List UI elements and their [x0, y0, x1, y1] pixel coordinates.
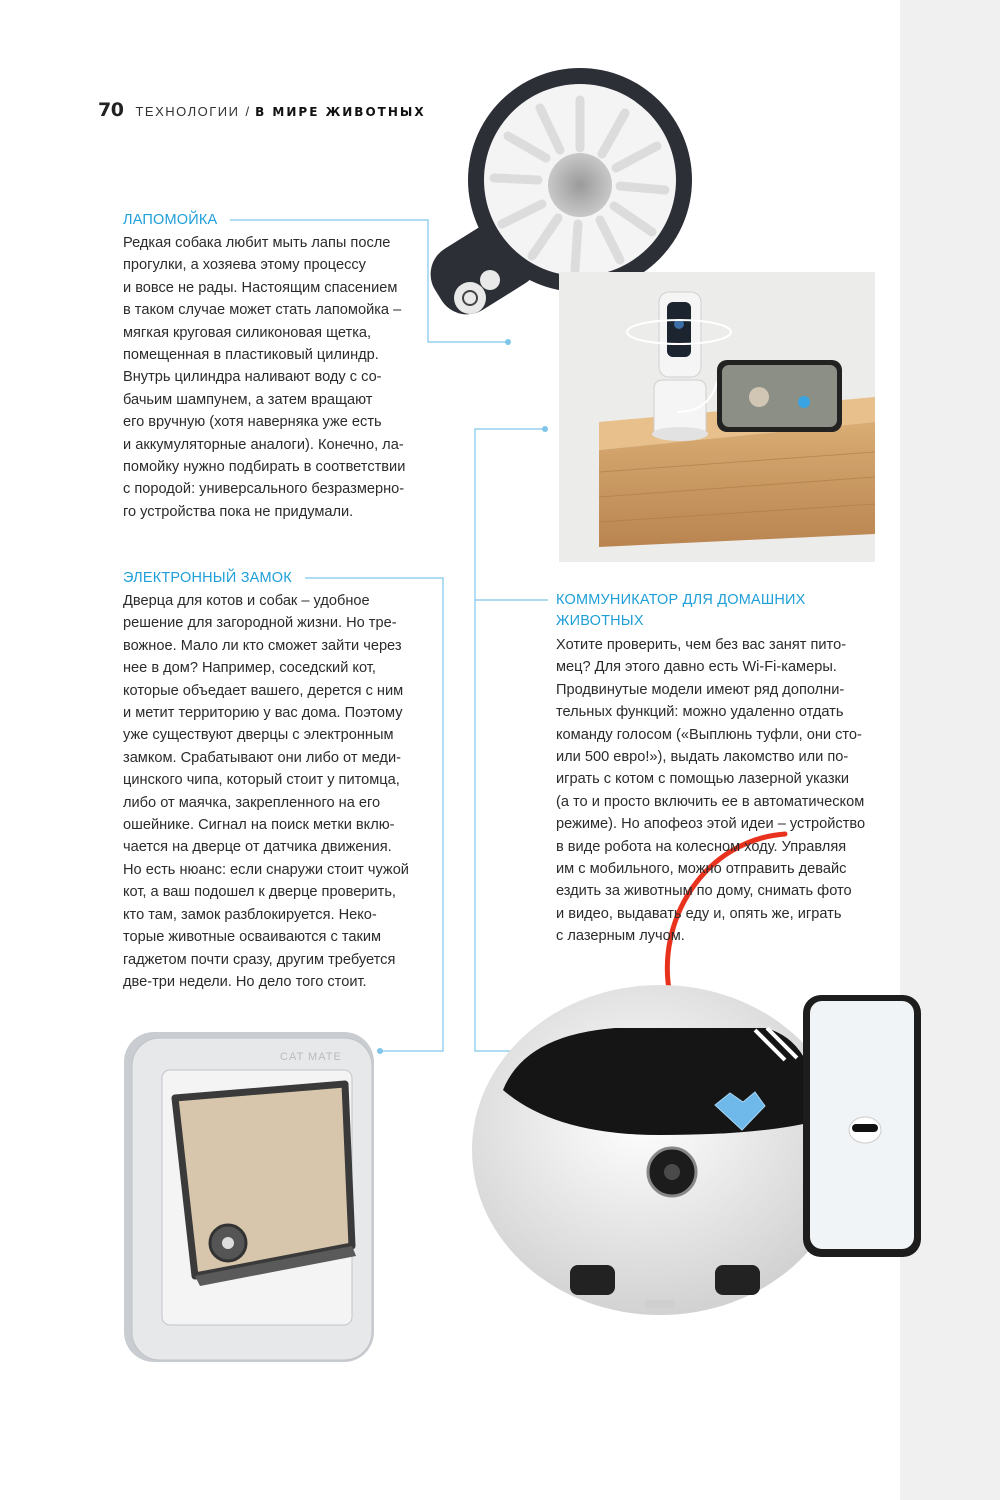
- electronic-lock-heading: ЭЛЕКТРОННЫЙ ЗАМОК: [123, 570, 292, 586]
- text-line: решение для загородной жизни. Но тре-: [123, 615, 397, 632]
- text-line: го устройства пока не придумали.: [123, 503, 354, 520]
- text-line: его вручную (хотя наверняка уже есть: [123, 414, 382, 431]
- text-line: (а то и просто включить ее в автоматическом: [556, 793, 865, 810]
- paw-washer-text: [123, 232, 405, 523]
- text-line: вожное. Мало ли кто сможет зайти через: [123, 637, 402, 654]
- text-line: две-три недели. Но дело того стоит.: [123, 973, 367, 990]
- text-line: в таком случае может стать лапомойка –: [123, 302, 402, 319]
- text-line: в виде робота на колесном ходу. Управляя: [556, 838, 847, 855]
- text-line: бачьим шампунем, а затем вращают: [123, 391, 373, 408]
- text-line: с породой: универсального безразмерно-: [123, 481, 405, 498]
- text-line: цинского чипа, который стоит у питомца,: [123, 772, 400, 789]
- text-line: и метит территорию у вас дома. Поэтому: [123, 705, 403, 722]
- text-line: ошейнике. Сигнал на поиск метки вклю-: [123, 817, 395, 834]
- communicator-text: [556, 634, 865, 948]
- text-line: им с мобильного, можно отправить девайс: [556, 861, 847, 878]
- text-line: кот, а ваш подошел к дверце проверить,: [123, 884, 396, 901]
- text-line: торые животные осваиваются с таким: [123, 929, 382, 946]
- text-line: либо от маячка, закрепленного на его: [123, 794, 381, 811]
- pet-camera-image: [559, 272, 875, 562]
- text-line: замком. Срабатывают они либо от меди-: [123, 749, 401, 766]
- text-line: Редкая собака любит мыть лапы после: [123, 235, 391, 251]
- text-line: играть с котом с помощью лазерной указки: [556, 771, 850, 788]
- text-line: с лазерным лучом.: [556, 928, 685, 945]
- text-line: мягкая круговая силиконовая щетка,: [123, 324, 372, 341]
- text-line: которые объедает вашего, дерется с ним: [123, 682, 404, 699]
- text-line: Внутрь цилиндра наливают воду с со-: [123, 369, 382, 386]
- text-line: нее в дом? Например, соседский кот,: [123, 660, 376, 677]
- communicator-heading-line: ЖИВОТНЫХ: [556, 613, 644, 629]
- page-number: 70: [98, 99, 124, 121]
- door-brand: CAT MATE: [280, 1051, 342, 1063]
- text-line: мец? Для этого давно есть Wi-Fi-камеры.: [556, 659, 837, 676]
- text-line: кто там, замок разблокируется. Неко-: [123, 906, 377, 923]
- text-line: Продвинутые модели имеют ряд дополни-: [556, 681, 845, 698]
- text-line: чается на дверце от датчика движения.: [123, 839, 392, 856]
- text-line: и аккумуляторные аналоги). Конечно, ла-: [123, 436, 404, 453]
- paw-washer-heading: ЛАПОМОЙКА: [123, 212, 218, 228]
- text-line: или 500 евро!»), выдать лакомство или по-: [556, 749, 849, 766]
- header-separator: /: [245, 104, 250, 119]
- electronic-lock-text: [123, 590, 409, 993]
- rubric-name: В МИРЕ ЖИВОТНЫХ: [255, 105, 426, 119]
- text-line: Дверца для котов и собак – удобное: [123, 593, 370, 609]
- text-line: и вовсе не рады. Настоящим спасением: [123, 279, 398, 296]
- text-line: тельных функций: можно удаленно отдать: [556, 704, 844, 721]
- communicator-heading-line: КОММУНИКАТОР ДЛЯ ДОМАШНИХ: [556, 592, 806, 608]
- text-line: ездить за животным по дому, снимать фото: [556, 883, 852, 900]
- text-line: помещенная в пластиковый цилиндр.: [123, 347, 379, 364]
- text-line: команду голосом («Выплюнь туфли, они сто-: [556, 726, 862, 743]
- section-name: ТЕХНОЛОГИИ: [135, 104, 240, 119]
- text-line: прогулки, а хозяева этому процессу: [123, 257, 366, 274]
- text-line: гаджетом почти сразу, другим требуется: [123, 951, 396, 968]
- text-line: и видео, выдавать еду и, опять же, играть: [556, 905, 842, 922]
- cat-flap-image: [120, 1028, 382, 1368]
- communicator-heading: [556, 590, 806, 632]
- text-line: Но есть нюанс: если снаружи стоит чужой: [123, 861, 409, 878]
- text-line: уже существуют дверцы с электронным: [123, 727, 394, 744]
- text-line: помойку нужно подбирать в соответствии: [123, 459, 406, 476]
- text-line: Хотите проверить, чем без вас занят пито-: [556, 637, 847, 653]
- text-line: режиме). Но апофеоз этой идеи – устройство: [556, 816, 866, 833]
